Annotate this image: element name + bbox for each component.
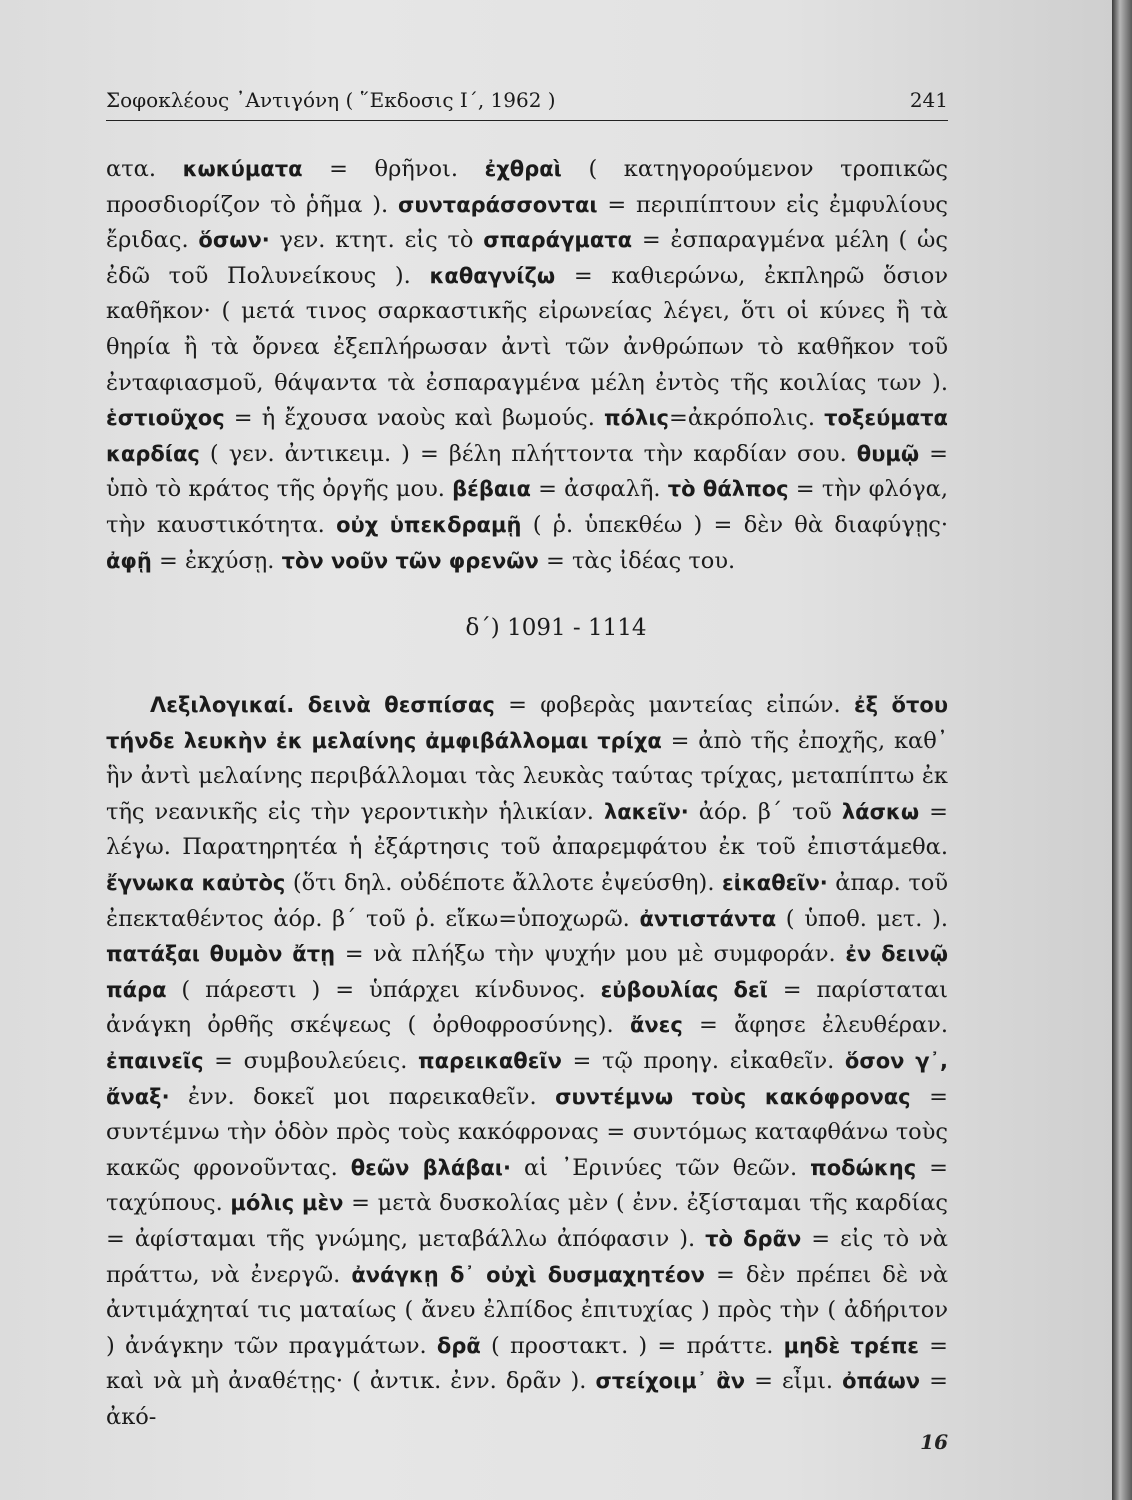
gloss-text: γεν. κτητ. εἰς τὸ: [269, 227, 484, 254]
lemma-term: ἀνάγκῃ δ᾽ οὐχὶ δυσμαχητέον: [351, 1262, 705, 1287]
gloss-text: = λέγω. Παρατηρητέα ἡ ἐξάρτησις τοῦ ἀπαρεμφάτου ἐκ τοῦ ἐπιστάμεθα.: [106, 798, 948, 861]
gloss-text: = παρίσταται ἀνάγκη ὀρθῆς σκέψεως ( ὀρθοφροσύνης).: [106, 976, 949, 1039]
gloss-text: = εἶμι.: [745, 1368, 843, 1395]
lemma-term: παρεικαθεῖν: [418, 1048, 562, 1073]
signature-mark: 16: [920, 1430, 948, 1454]
gloss-text: ( πάρεστι ) = ὑπάρχει κίνδυνος.: [166, 976, 601, 1003]
gloss-text: = τῷ προηγ. εἰκαθεῖν.: [561, 1047, 845, 1074]
gloss-text: = ταχύπους.: [106, 1154, 948, 1217]
lemma-term: ἄνες: [629, 1013, 683, 1038]
section-heading: δ΄) 1091 - 1114: [465, 615, 647, 641]
running-header: [106, 88, 948, 121]
lemma-term: τοξεύματα καρδίας: [106, 406, 948, 466]
lemma-term: ὅσον γ᾽, ἄναξ·: [106, 1048, 949, 1109]
lemma-term: καθαγνίζω: [429, 263, 556, 288]
lemma-term: Λεξιλογικαί. δεινὰ θεσπίσας: [150, 693, 495, 717]
lemma-term: θεῶν βλάβαι·: [350, 1155, 511, 1180]
lemma-term: βέβαια: [452, 477, 531, 502]
lemma-term: οὐχ ὑπεκδραμῇ: [336, 512, 522, 537]
lemma-term: εὐβουλίας δεῖ: [600, 977, 768, 1002]
gloss-text: = ἀσφαλῆ.: [530, 476, 668, 503]
lemma-term: ἐξ ὅτου τήνδε λευκὴν ἐκ μελαίνης ἀμφιβάλλομαι τρίχα: [106, 693, 948, 753]
gloss-text: = ἄφησε ἐλευθέραν.: [682, 1012, 948, 1039]
gloss-text: αἱ ᾽Ερινύες τῶν θεῶν.: [510, 1154, 811, 1181]
gloss-text: = δὲν πρέπει δὲ νὰ ἀντιμάχηταί τις ματαίως ( ἄνευ ἐλπίδος ἐπιτυχίας ) πρὸς τὴν ( ἀδήριτον ) ἀνάγκην τῶν πραγμάτων.: [106, 1261, 949, 1359]
gloss-text: = εἰς τὸ νὰ πράττω, νὰ ἐνεργῶ.: [106, 1225, 948, 1288]
gloss-text: = μετὰ δυσκολίας μὲν ( ἐνν. ἐξίσταμαι τῆς καρδίας = ἀφίσταμαι τῆς γνώμης, μεταβάλλω ἀπόφασιν ).: [106, 1190, 948, 1252]
gloss-text: ( γεν. ἀντικειμ. ) = βέλη πλήττοντα τὴν καρδίαν σου.: [199, 440, 857, 467]
lemma-term: δρᾶ: [436, 1333, 481, 1358]
lemma-term: ποδώκης: [810, 1155, 917, 1180]
lemma-term: ἐχθραὶ: [484, 157, 562, 181]
gloss-text: = καθιερώνω, ἐκπληρῶ ὅσιον καθῆκον· ( μετά τινος σαρκαστικῆς εἰρωνείας λέγει, ὅτι οἱ κύνες ἢ τὰ θηρία ἢ τὰ ὄρνεα ἐξεπλήρωσαν ἀντὶ τῶν ἀνθρώπων τὸ καθῆκον τοῦ ἐνταφιασμοῦ, θάψαντα τὰ ἐσπαραγμένα μέλη ἐντὸς τῆς κοιλίας των ).: [106, 262, 949, 396]
lemma-term: μηδὲ τρέπε: [783, 1333, 919, 1358]
lemma-term: πόλις: [604, 406, 669, 431]
lemma-term: ἐν δεινῷ πάρα: [106, 942, 948, 1002]
lemma-term: ἐπαινεῖς: [106, 1048, 204, 1073]
gloss-text: = τὴν φλόγα, τὴν καυστικότητα.: [106, 476, 948, 538]
gloss-text: = καὶ νὰ μὴ ἀναθέτῃς· ( ἀντικ. ἐνν. δρᾶν ).: [106, 1332, 948, 1395]
lemma-term: συνταράσσονται: [397, 192, 598, 217]
glossary-paragraph-1: [106, 152, 948, 579]
lemma-term: πατάξαι θυμὸν ἄτῃ: [106, 942, 336, 967]
lemma-term: ἔγνωκα καὐτὸς: [106, 870, 286, 895]
gloss-text: = ἀκό-: [106, 1368, 948, 1430]
lemma-term: ἑστιοῦχος: [106, 406, 225, 431]
gloss-text: ( προστακτ. ) = πράττε.: [480, 1332, 784, 1359]
gloss-text: ἀόρ. β΄ τοῦ: [688, 798, 842, 825]
gloss-text: = συμβουλεύεις.: [203, 1047, 418, 1074]
lemma-term: συντέμνω τοὺς κακόφρονας: [555, 1084, 911, 1109]
gloss-text: = ἐκχύσῃ.: [151, 547, 282, 574]
lemma-term: ἀφῇ: [106, 548, 152, 573]
gloss-text: ( κατηγορούμενον τροπικῶς προσδιορίζον τὸ ῥῆμα ).: [106, 156, 949, 218]
lemma-term: λακεῖν·: [603, 799, 689, 824]
gloss-text: ( ῥ. ὑπεκθέω ) = δὲν θὰ διαφύγῃς·: [521, 511, 948, 538]
gloss-text: = συντέμνω τὴν ὁδὸν πρὸς τοὺς κακόφρονας = συντόμως καταφθάνω τοὺς κακῶς φρονοῦντας.: [106, 1083, 948, 1181]
gloss-text: = ἡ ἔχουσα ναοὺς καὶ βωμούς.: [224, 405, 605, 432]
gloss-text: (ὅτι δηλ. οὐδέποτε ἄλλοτε ἐψεύσθη).: [285, 869, 722, 896]
gloss-text: ( ὑποθ. μετ. ).: [776, 905, 949, 932]
lemma-term: θυμῷ: [856, 441, 920, 466]
glossary-paragraph-2: [106, 688, 948, 1435]
lemma-term: ὅσων·: [198, 228, 270, 253]
gloss-text: = ὑπὸ τὸ κράτος τῆς ὀργῆς μου.: [106, 440, 948, 503]
gloss-text: = φοβερὰς μαντείας εἰπών.: [494, 692, 854, 718]
lemma-term: λάσκω: [841, 799, 920, 824]
gloss-text: ἐνν. δοκεῖ μοι παρεικαθεῖν.: [169, 1083, 556, 1110]
gloss-text: ἀπαρ. τοῦ ἐπεκταθέντος ἀόρ. β΄ τοῦ ῥ. εἴκω=ὑποχωρῶ.: [106, 869, 948, 932]
lemma-term: εἰκαθεῖν·: [721, 870, 828, 895]
lemma-term: σπαράγματα: [483, 228, 633, 253]
gloss-text: =ἀκρόπολις.: [668, 405, 825, 432]
gloss-text: = θρῆνοι.: [302, 156, 485, 182]
gloss-text: = περιπίπτουν εἰς ἐμφυλίους ἔριδας.: [106, 191, 948, 254]
gloss-text: = τὰς ἰδέας του.: [538, 547, 736, 574]
lemma-term: ἀντιστάντα: [639, 906, 777, 931]
lemma-term: κωκύματα: [182, 157, 303, 181]
lemma-term: μόλις μὲν: [230, 1191, 344, 1216]
lemma-term: τὸ θάλπος: [667, 477, 789, 502]
gloss-text: = ἀπὸ τῆς ἐποχῆς, καθ᾽ ἣν ἀντὶ μελαίνης περιβάλλομαι τὰς λευκὰς ταύτας τρίχας, μεταπίπτω ἐκ τῆς νεανικῆς εἰς τὴν γεροντικὴν ἡλικίαν.: [106, 727, 948, 825]
lemma-term: στείχοιμ᾽ ἂν: [595, 1369, 746, 1394]
page-number: 241: [909, 88, 948, 112]
lemma-term: τὸν νοῦν τῶν φρενῶν: [281, 548, 539, 573]
gloss-text: ατα.: [106, 156, 183, 182]
gloss-text: = νὰ πλήξω τὴν ψυχήν μου μὲ συμφοράν.: [335, 941, 846, 968]
lemma-term: τὸ δρᾶν: [705, 1226, 802, 1251]
gloss-text: = ἐσπαραγμένα μέλη ( ὡς ἐδῶ τοῦ Πολυνείκους ).: [106, 227, 949, 289]
lemma-term: ὀπάων: [842, 1369, 921, 1394]
header-title: Σοφοκλέους ᾽Αντιγόνη ( ῞Εκδοσις Ι΄, 1962 ): [106, 88, 556, 112]
page-edge-binding: [1112, 0, 1132, 1500]
